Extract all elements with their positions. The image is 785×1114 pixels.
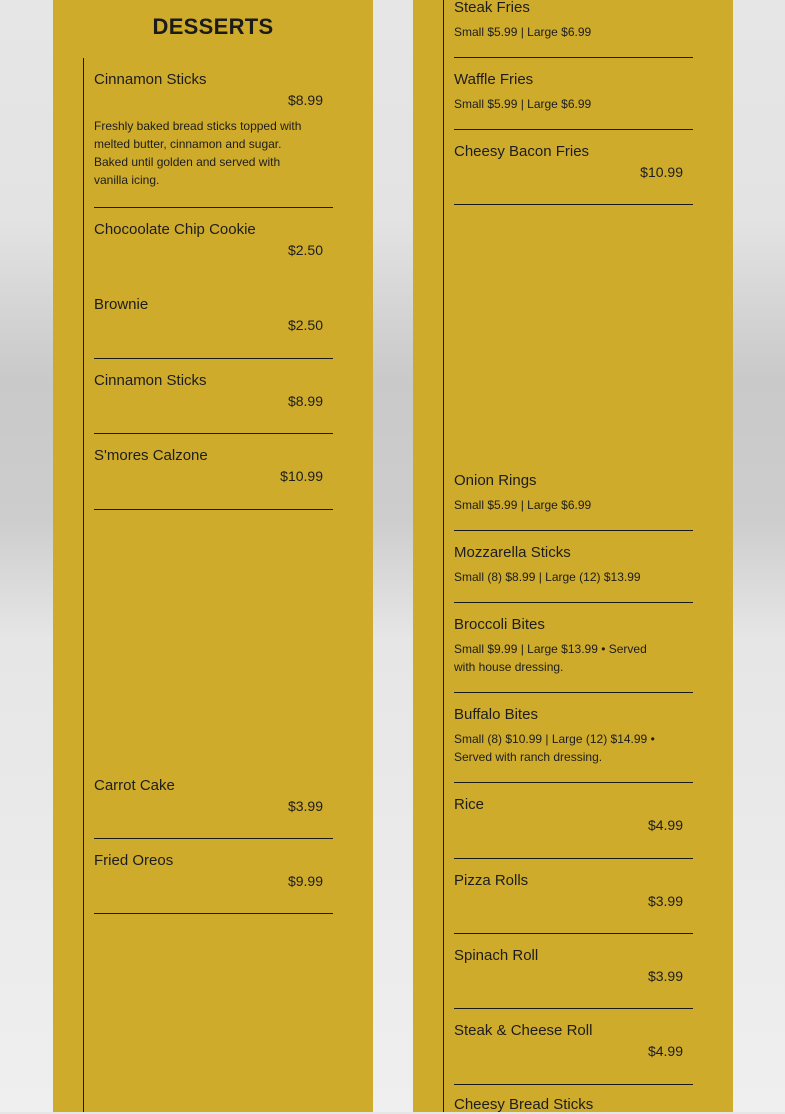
- item-divider: [454, 933, 693, 934]
- item-name: Onion Rings: [454, 472, 537, 489]
- item-divider: [94, 838, 333, 839]
- item-name: Chocoolate Chip Cookie: [94, 221, 256, 238]
- menu-item: [94, 71, 333, 189]
- item-price: $10.99: [640, 164, 683, 180]
- item-name: Cheesy Bread Sticks: [454, 1096, 594, 1113]
- item-name: Broccoli Bites: [454, 616, 545, 633]
- item-description: with house dressing.: [454, 660, 564, 674]
- vertical-divider: [83, 58, 84, 1112]
- item-name: Waffle Fries: [454, 71, 534, 88]
- item-name: Pizza Rolls: [454, 872, 529, 889]
- item-description: Baked until golden and served with: [94, 155, 281, 169]
- item-price: $4.99: [647, 817, 683, 833]
- item-divider: [454, 1084, 693, 1085]
- item-name: Cinnamon Sticks: [94, 71, 207, 88]
- menu-item: [454, 472, 693, 514]
- item-name: Fried Oreos: [94, 852, 174, 869]
- item-divider: [454, 57, 693, 58]
- item-name: S'mores Calzone: [94, 447, 208, 464]
- item-description: Small $9.99 | Large $13.99 • Served: [454, 642, 647, 656]
- item-price: $3.99: [287, 798, 323, 814]
- item-price: $8.99: [287, 92, 323, 108]
- item-name: Rice: [454, 796, 485, 813]
- item-description: Freshly baked bread sticks topped with: [94, 119, 302, 133]
- item-divider: [454, 692, 693, 693]
- item-name: Cheesy Bacon Fries: [454, 143, 590, 160]
- item-price: $3.99: [647, 893, 683, 909]
- desserts-menu-panel: [53, 0, 373, 1112]
- item-divider: [94, 509, 333, 510]
- item-divider: [454, 858, 693, 859]
- menu-item: [94, 777, 333, 814]
- item-divider: [454, 204, 693, 205]
- item-divider: [454, 1008, 693, 1009]
- menu-item: [454, 796, 693, 833]
- menu-item: [454, 1022, 693, 1059]
- item-description: Small $5.99 | Large $6.99: [454, 498, 592, 512]
- menu-item: [454, 947, 693, 984]
- item-name: Cinnamon Sticks: [94, 372, 207, 389]
- item-divider: [94, 358, 333, 359]
- menu-item: [454, 71, 693, 113]
- menu-item: [454, 1096, 693, 1114]
- menu-item: [94, 447, 333, 484]
- item-price: $9.99: [287, 873, 323, 889]
- menu-item: [454, 544, 693, 586]
- item-price: $2.50: [287, 242, 323, 258]
- menu-item: [94, 296, 333, 333]
- item-description: Small $5.99 | Large $6.99: [454, 97, 592, 111]
- item-name: Spinach Roll: [454, 947, 539, 964]
- item-name: Brownie: [94, 296, 149, 313]
- sides-menu-panel: [413, 0, 733, 1112]
- menu-item: [94, 852, 333, 889]
- item-divider: [454, 129, 693, 130]
- item-price: $10.99: [280, 468, 323, 484]
- item-name: Mozzarella Sticks: [454, 544, 571, 561]
- item-price: $3.99: [647, 968, 683, 984]
- item-divider: [454, 782, 693, 783]
- item-price: $4.99: [647, 1043, 683, 1059]
- menu-item: [454, 143, 693, 180]
- item-divider: [454, 602, 693, 603]
- menu-item: [454, 0, 693, 41]
- item-name: Buffalo Bites: [454, 706, 538, 723]
- item-name: Carrot Cake: [94, 777, 175, 794]
- section-title: DESSERTS: [152, 14, 274, 39]
- menu-item: [94, 372, 333, 409]
- item-description: Small (8) $10.99 | Large (12) $14.99 •: [454, 732, 655, 746]
- item-description: melted butter, cinnamon and sugar.: [94, 137, 282, 151]
- item-description: Small $5.99 | Large $6.99: [454, 25, 592, 39]
- item-name: Steak Fries: [454, 0, 530, 16]
- item-name: Steak & Cheese Roll: [454, 1022, 593, 1039]
- item-divider: [94, 913, 333, 914]
- menu-item: [94, 221, 333, 258]
- item-price: $8.99: [287, 393, 323, 409]
- item-divider: [454, 530, 693, 531]
- menu-item: [454, 872, 693, 909]
- item-price: $2.50: [287, 317, 323, 333]
- item-description: vanilla icing.: [94, 173, 160, 187]
- item-divider: [94, 433, 333, 434]
- item-divider: [94, 207, 333, 208]
- vertical-divider: [443, 0, 444, 1112]
- item-description: Small (8) $8.99 | Large (12) $13.99: [454, 570, 641, 584]
- menu-item: [454, 706, 693, 766]
- menu-item: [454, 616, 693, 676]
- item-description: Served with ranch dressing.: [454, 750, 603, 764]
